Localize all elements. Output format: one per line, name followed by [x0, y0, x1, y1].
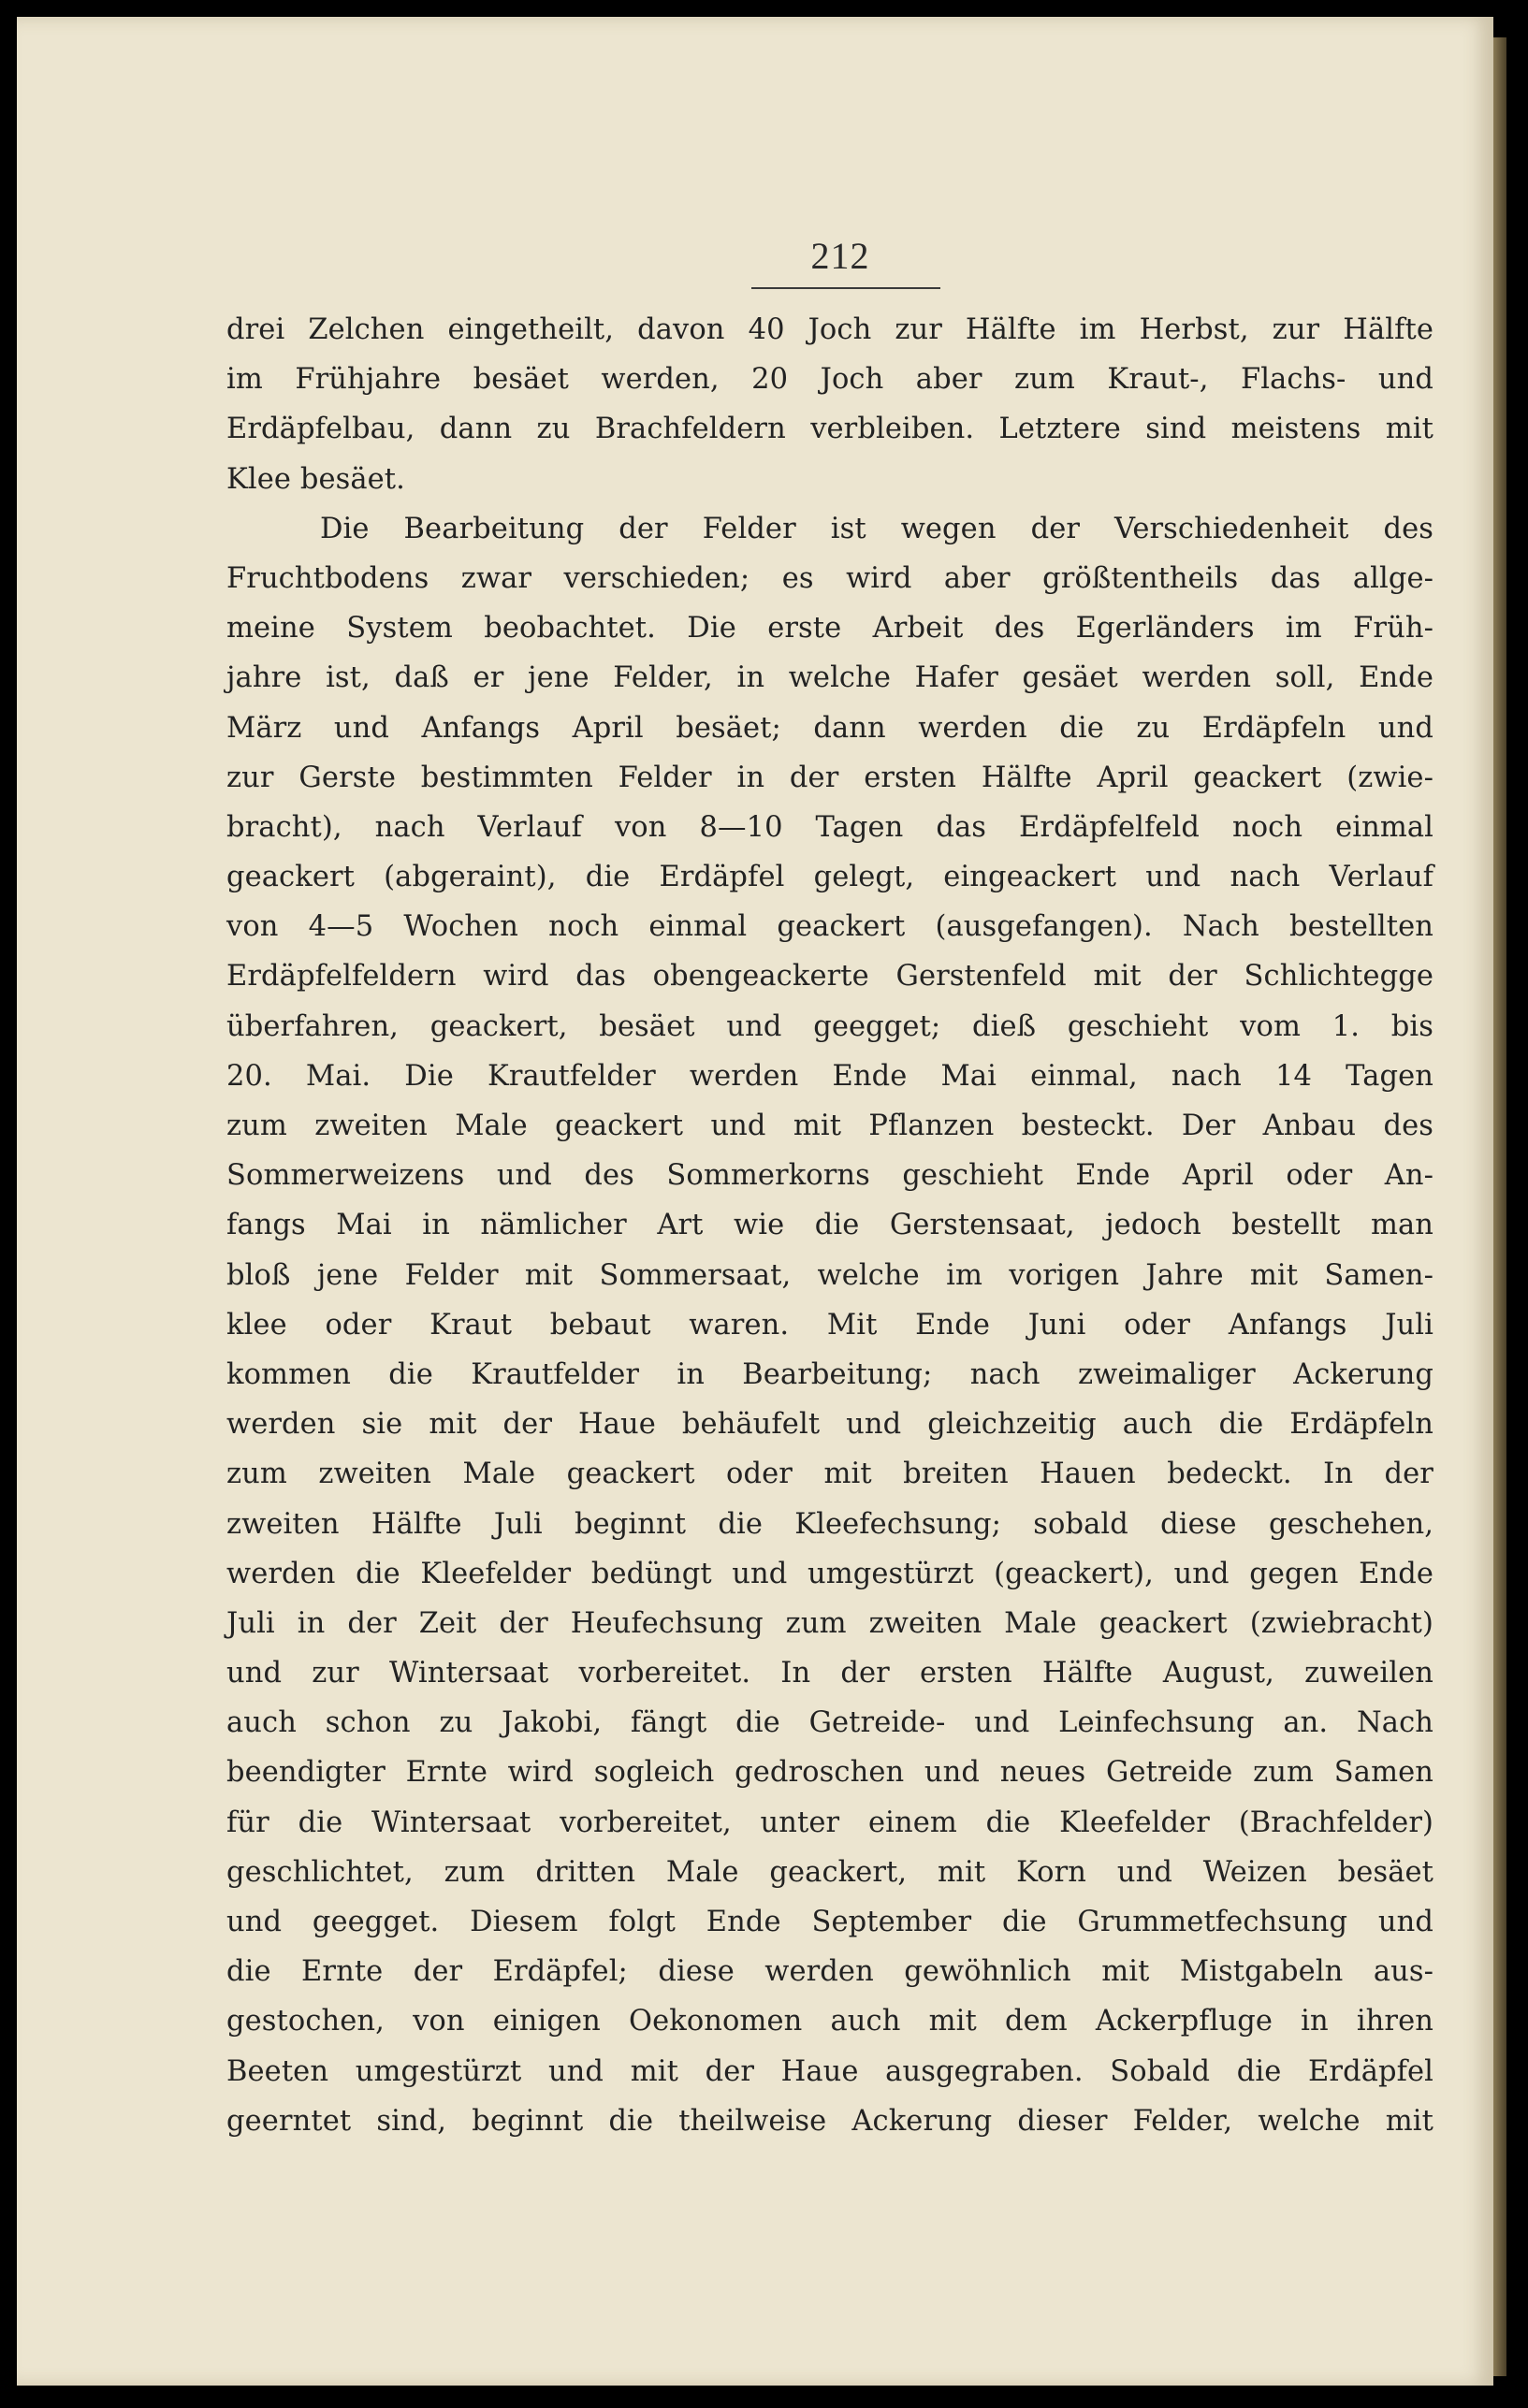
- text-line: werden sie mit der Haue behäufelt und gleichzeitig auch die Erdäpfeln: [226, 1408, 1433, 1442]
- text-line: jahre ist, daß er jene Felder, in welche Hafer gesäet werden soll, Ende: [226, 661, 1433, 695]
- text-line: und zur Wintersaat vorbereitet. In der ersten Hälfte August, zuweilen: [226, 1657, 1433, 1690]
- text-line: von 4—5 Wochen noch einmal geackert (ausgefangen). Nach bestellten: [226, 910, 1433, 944]
- text-line: die Ernte der Erdäpfel; diese werden gewöhnlich mit Mistgabeln aus-: [226, 1955, 1433, 1989]
- text-line: geackert (abgeraint), die Erdäpfel gelegt, eingeackert und nach Verlauf: [226, 861, 1433, 894]
- body-text: [226, 305, 1433, 2146]
- text-line: beendigter Ernte wird sogleich gedroschen und neues Getreide zum Samen: [226, 1756, 1433, 1790]
- text-line: Juli in der Zeit der Heufechsung zum zweiten Male geackert (zwiebracht): [226, 1606, 1433, 1640]
- text-line: zum zweiten Male geackert und mit Pflanzen besteckt. Der Anbau des: [226, 1110, 1433, 1142]
- text-line: klee oder Kraut bebaut waren. Mit Ende Juni oder Anfangs Juli: [226, 1308, 1433, 1342]
- text-line: Erdäpfelfeldern wird das obengeackerte Gerstenfeld mit der Schlichtegge: [226, 960, 1433, 994]
- text-line: werden die Kleefelder bedüngt und umgestürzt (geackert), und gegen Ende: [226, 1557, 1433, 1590]
- text-line: fangs Mai in nämlicher Art wie die Gerstensaat, jedoch bestellt man: [226, 1209, 1433, 1242]
- text-line: geerntet sind, beginnt die theilweise Ackerung dieser Felder, welche mit: [226, 2104, 1433, 2138]
- text-line: zur Gerste bestimmten Felder in der ersten Hälfte April geackert (zwie-: [226, 761, 1433, 794]
- text-line: Fruchtbodens zwar verschieden; es wird aber größtentheils das allge-: [226, 561, 1433, 595]
- text-line: gestochen, von einigen Oekonomen auch mit dem Ackerpfluge in ihren: [226, 2005, 1433, 2038]
- text-line: für die Wintersaat vorbereitet, unter einem die Kleefelder (Brachfelder): [226, 1806, 1433, 1839]
- text-line: zweiten Hälfte Juli beginnt die Kleefechsung; sobald diese geschehen,: [226, 1507, 1433, 1541]
- text-line: bracht), nach Verlauf von 8—10 Tagen das Erdäpfelfeld noch einmal: [226, 810, 1433, 844]
- binding-edge: [1493, 37, 1506, 2376]
- text-line: überfahren, geackert, besäet und geegget; dieß geschieht vom 1. bis: [226, 1009, 1433, 1043]
- text-line: drei Zelchen eingetheilt, davon 40 Joch zur Hälfte im Herbst, zur Hälfte: [226, 313, 1433, 346]
- text-line: Die Bearbeitung der Felder ist wegen der Verschiedenheit des: [320, 512, 1433, 545]
- page-number: 212: [810, 235, 870, 277]
- text-line: bloß jene Felder mit Sommersaat, welche im vorigen Jahre mit Samen-: [226, 1258, 1433, 1292]
- text-line: im Frühjahre besäet werden, 20 Joch aber zum Kraut-, Flachs- und: [226, 363, 1433, 397]
- text-line: kommen die Krautfelder in Bearbeitung; nach zweimaliger Ackerung: [226, 1357, 1433, 1391]
- text-line: auch schon zu Jakobi, fängt die Getreide- und Leinfechsung an. Nach: [226, 1706, 1433, 1740]
- page-number-rule: [751, 287, 940, 289]
- text-line: geschlichtet, zum dritten Male geackert, mit Korn und Weizen besäet: [226, 1855, 1433, 1889]
- text-line: Klee besäet.: [226, 462, 405, 496]
- paragraph-2: [226, 504, 1433, 2146]
- text-line: Sommerweizens und des Sommerkorns geschieht Ende April oder An-: [226, 1159, 1433, 1193]
- text-line: und geegget. Diesem folgt Ende September die Grummetfechsung und: [226, 1906, 1433, 1938]
- text-line: Beeten umgestürzt und mit der Haue ausgegraben. Sobald die Erdäpfel: [226, 2054, 1433, 2088]
- text-line: 20. Mai. Die Krautfelder werden Ende Mai einmal, nach 14 Tagen: [226, 1059, 1433, 1093]
- text-line: meine System beobachtet. Die erste Arbeit des Egerländers im Früh-: [226, 612, 1433, 646]
- text-line: zum zweiten Male geackert oder mit breiten Hauen bedeckt. In der: [226, 1458, 1433, 1491]
- text-line: März und Anfangs April besäet; dann werden die zu Erdäpfeln und: [226, 711, 1433, 745]
- text-line: Erdäpfelbau, dann zu Brachfeldern verbleiben. Letztere sind meistens mit: [226, 413, 1433, 446]
- paragraph-1: [226, 305, 1433, 504]
